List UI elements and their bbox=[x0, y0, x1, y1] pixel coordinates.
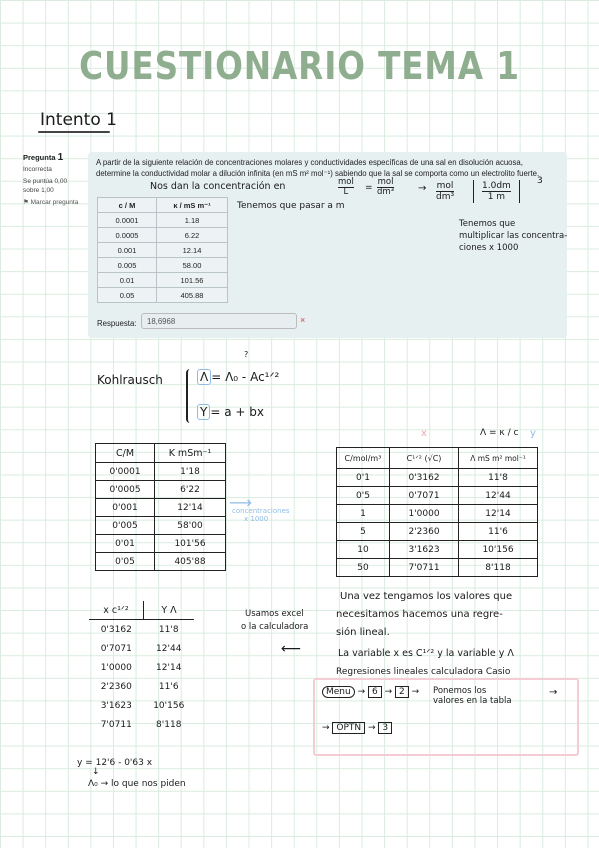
note-put-values: Ponemos los valores en la tabla bbox=[433, 686, 512, 706]
note-calculator: o la calculadora bbox=[241, 622, 309, 632]
note-pass-to-m: Tenemos que pasar a m bbox=[237, 201, 345, 211]
table-row: 0'05 405'88 bbox=[96, 553, 226, 571]
question-text: A partir de la siguiente relación de concentraciones molares y conductividades específicas de una sal en disolución acuosa, determine la conductividad molar a dilución infinita (en mS m² mol⁻¹) sabiendo que la sal se comporta como un electrolito fuerte. bbox=[96, 158, 540, 178]
table-row: 0'01 101'56 bbox=[96, 535, 226, 553]
cube-exponent: 3 bbox=[537, 176, 543, 186]
fraction-mol-dm3-2: mol dm³ bbox=[436, 181, 455, 202]
table-row: 0'0001 1'18 bbox=[96, 463, 226, 481]
answer-label: Respuesta: bbox=[97, 319, 137, 328]
fraction-mol-l: mol L bbox=[338, 177, 354, 197]
table-row: 0'3162 11'8 bbox=[100, 624, 179, 635]
table-row: 0'1 0'3162 11'8 bbox=[337, 469, 538, 487]
question-status: Incorrecta bbox=[23, 166, 52, 173]
note-casio: Regresiones lineales calculadora Casio bbox=[336, 667, 511, 677]
arrow-right-icon: → bbox=[549, 687, 558, 698]
question-score: Se puntúa 0,00 sobre 1,00 bbox=[23, 178, 68, 194]
calculator-step-1: Menu → 6 → 2 → bbox=[322, 686, 419, 698]
table-row: 0'5 0'7071 12'44 bbox=[337, 487, 538, 505]
table-row: 1 1'0000 12'14 bbox=[337, 505, 538, 523]
fraction-mol-dm3: mol dm³ bbox=[377, 177, 395, 197]
table-row: 3'1623 10'156 bbox=[100, 700, 185, 711]
note-multiply: Tenemos que multiplicar las concentra- ciones x 1000 bbox=[459, 219, 568, 253]
x-marker: x bbox=[421, 428, 427, 439]
table-row: 0.0001 1.18 bbox=[98, 213, 228, 228]
arrow-left-icon: ⟵ bbox=[281, 641, 302, 657]
lambda-definition: Λ = κ / c bbox=[480, 428, 519, 438]
arrow-note: concentraciones x 1000 bbox=[232, 507, 290, 523]
table-row: 0.0005 6.22 bbox=[98, 228, 228, 243]
y-marker: y bbox=[530, 428, 536, 439]
conversion-bracket: 1.0dm 1 m bbox=[473, 180, 520, 203]
down-arrow-icon: ↓ bbox=[92, 767, 100, 777]
table-row: 10 3'1623 10'156 bbox=[337, 541, 538, 559]
arrow-concentraciones: ⟶ bbox=[229, 493, 252, 512]
flag-question-link[interactable]: ⚑ Marcar pregunta bbox=[23, 199, 79, 206]
table-row: 7'0711 8'118 bbox=[100, 719, 182, 730]
table-row: 1'0000 12'14 bbox=[100, 662, 182, 673]
concentration-table bbox=[97, 197, 228, 303]
flag-icon: ⚑ bbox=[23, 199, 29, 206]
table-header: κ / mS m⁻¹ bbox=[157, 198, 228, 213]
table-row: 0.005 58.00 bbox=[98, 258, 228, 273]
table-row: 50 7'0711 8'118 bbox=[337, 559, 538, 577]
note-regression-1: Una vez tengamos los valores que bbox=[340, 591, 513, 602]
answer-input[interactable]: 18,6968 bbox=[141, 313, 297, 329]
attempt-underline bbox=[38, 131, 110, 133]
attempt-heading: Intento 1 bbox=[40, 110, 117, 130]
question-number-label: Pregunta 1 bbox=[23, 152, 64, 163]
table-row: 0.001 12.14 bbox=[98, 243, 228, 258]
note-excel: Usamos excel bbox=[245, 609, 304, 619]
table-row: 5 2'2360 11'6 bbox=[337, 523, 538, 541]
handwritten-table-3: x c¹ᐟ² Y Λ 0'3162 11'8 0'7071 12'44 1'0000 12'14 2'2360 11'6 3'1623 10'156 7'0711 8'118 bbox=[89, 601, 194, 734]
calculator-step-2: → OPTN → 3 bbox=[322, 722, 392, 734]
kohlrausch-label: Kohlrausch bbox=[97, 373, 163, 387]
table-row: 0'0005 6'22 bbox=[96, 481, 226, 499]
note-regression-3: sión lineal. bbox=[336, 627, 390, 638]
kohlrausch-equation: Λ = Λ₀ - Ac¹ᐟ² bbox=[197, 370, 279, 384]
note-regression-2: necesitamos hacemos una regre- bbox=[336, 609, 503, 620]
kohlrausch-brace bbox=[186, 369, 196, 423]
table-row: 0'001 12'14 bbox=[96, 499, 226, 517]
equals-sign: = bbox=[365, 183, 373, 193]
result-note: Λ₀ → lo que nos piden bbox=[88, 779, 186, 789]
table-row: 0.05 405.88 bbox=[98, 288, 228, 303]
handwritten-table-1: C/M K mSm⁻¹ 0'0001 1'18 0'0005 6'22 0'001 12'14 0'005 58'00 0'01 101'56 0'05 405'88 bbox=[95, 443, 226, 571]
regression-result: y = 12'6 - 0'63 x bbox=[77, 758, 153, 768]
table-row: 0.01 101.56 bbox=[98, 273, 228, 288]
table-row: 0'005 58'00 bbox=[96, 517, 226, 535]
table-row: 2'2360 11'6 bbox=[100, 681, 179, 692]
table-header: c / M bbox=[98, 198, 157, 213]
linear-equation: Y = a + bx bbox=[197, 405, 264, 419]
page-title: CUESTIONARIO TEMA 1 bbox=[79, 44, 520, 88]
note-variables: La variable x es C¹ᐟ² y la variable y Λ bbox=[338, 648, 514, 659]
question-info bbox=[23, 153, 83, 207]
arrow-icon: → bbox=[418, 183, 427, 194]
handwritten-table-2: C/mol/m³ C¹ᐟ² (√C) Λ mS m² mol⁻¹ 0'1 0'3162 11'8 0'5 0'7071 12'44 1 1'0000 12'14 5 2'2360 11'6 10 3'1623 10'156 50 7'0711 8'118 bbox=[336, 447, 538, 577]
note-given: Nos dan la concentración en bbox=[150, 181, 286, 192]
query-mark: ? bbox=[244, 350, 249, 359]
table-row: 0'7071 12'44 bbox=[100, 643, 182, 654]
incorrect-icon: × bbox=[300, 315, 306, 325]
